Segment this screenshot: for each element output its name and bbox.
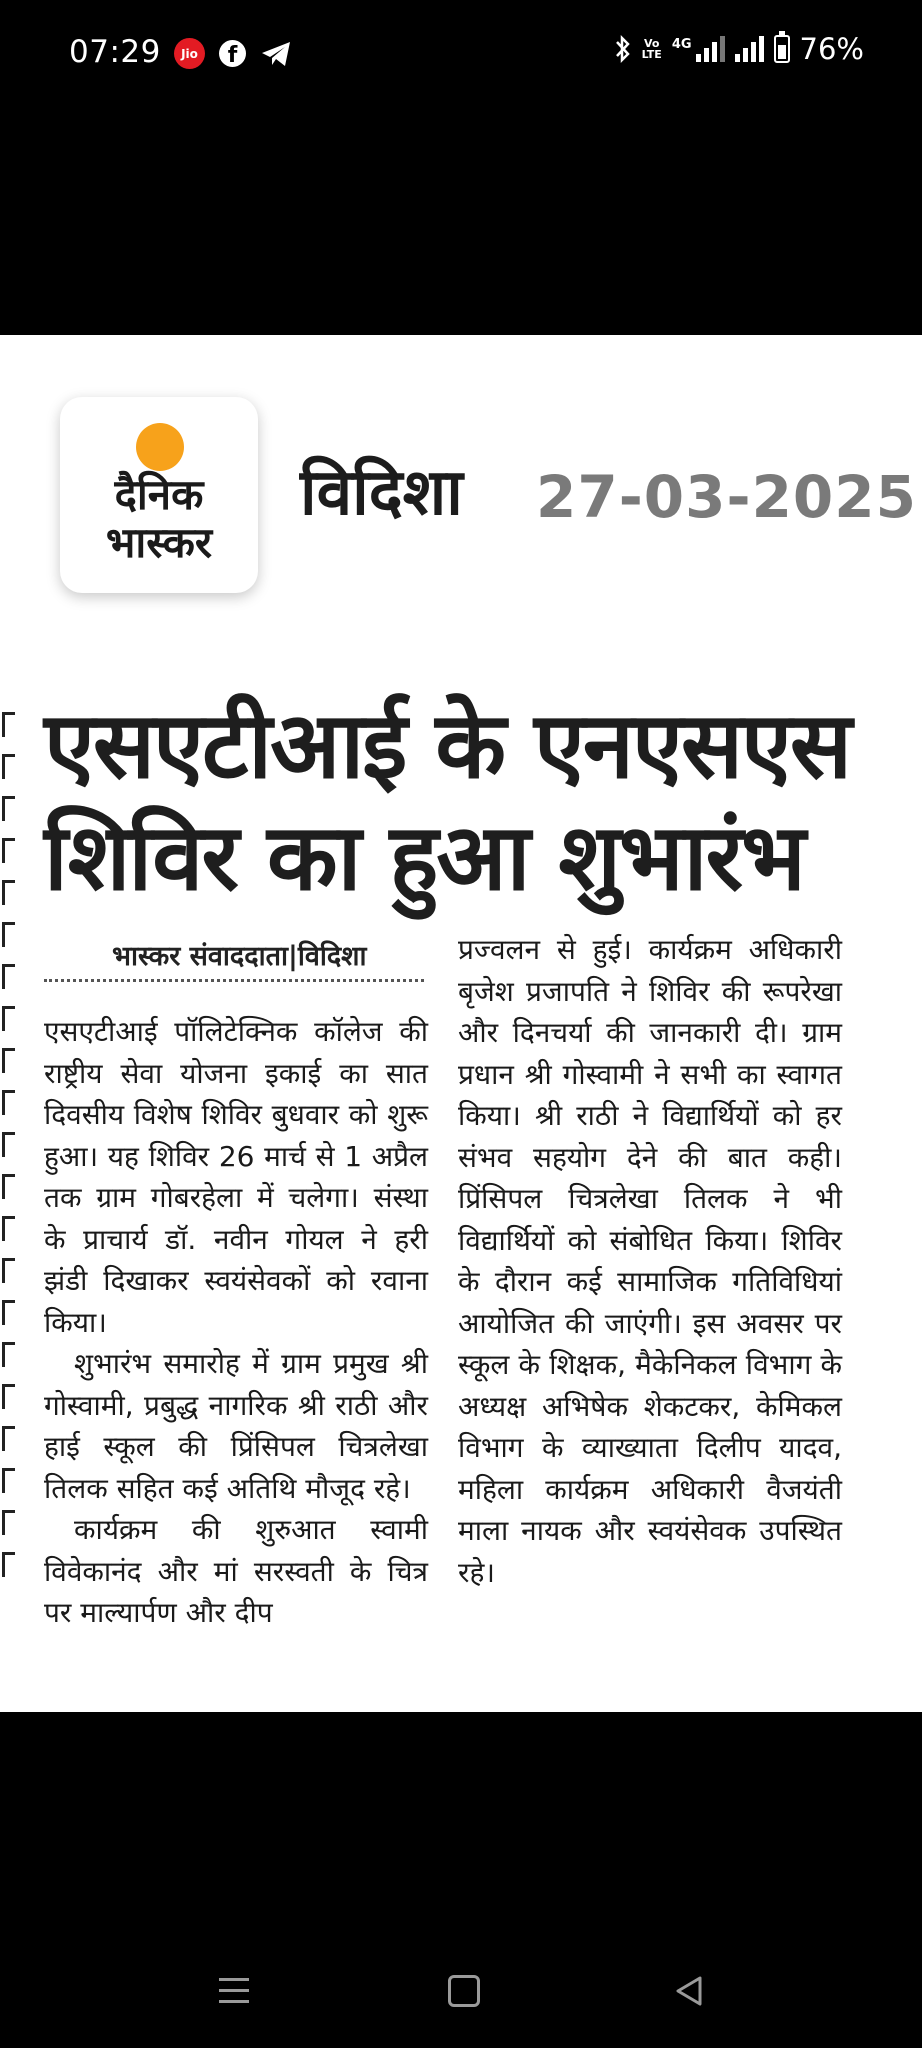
article-column-1	[44, 1011, 428, 1634]
date-label: 27-03-2025	[536, 463, 917, 531]
byline: भास्कर संवाददाता|विदिशा	[112, 941, 367, 972]
battery-icon	[774, 35, 790, 63]
notification-icons	[174, 38, 292, 69]
bluetooth-icon	[614, 34, 632, 64]
telegram-icon	[260, 39, 292, 69]
headline	[44, 690, 894, 914]
menu-icon[interactable]	[219, 1978, 249, 2011]
system-icons	[614, 32, 864, 66]
facebook-icon: f	[219, 40, 246, 67]
status-bar	[0, 0, 922, 110]
sun-icon	[136, 423, 184, 471]
adjacent-column-fragment	[0, 695, 16, 1595]
paragraph-4: प्रज्वलन से हुई। कार्यक्रम अधिकारी बृजेश प्रजापति ने शिविर की रूपरेखा और दिनचर्या की जानकारी दी। ग्राम प्रधान श्री गोस्वामी ने सभी का स्वागत किया। श्री राठी ने विद्यार्थियों को हर संभव सहयोग देने की बात कही। प्रिंसिपल चित्रलेखा तिलक ने भी विद्यार्थियों को संबोधित किया। शिविर के दौरान कई सामाजिक गतिविधियां आयोजित की जाएंगी। इस अवसर पर स्कूल के शिक्षक, मैकेनिकल विभाग के अध्यक्ष अभिषेक शेकटकर, केमिकल विभाग के व्याख्याता दिलीप यादव, महिला कार्यक्रम अधिकारी वैजयंती माला नायक और स्वयंसेवक उपस्थित रहे।	[458, 933, 842, 1589]
volte-icon: Vo LTE	[641, 37, 662, 61]
home-icon[interactable]	[448, 1975, 480, 2007]
paragraph-1: एसएटीआई पॉलिटेक्निक कॉलेज की राष्ट्रीय सेवा योजना इकाई का सात दिवसीय विशेष शिविर बुधवार को शुरू हुआ। यह शिविर 26 मार्च से 1 अप्रैल तक ग्राम गोबरहेला में चलेगा। संस्था के प्राचार्य डॉ. नवीन गोयल ने हरी झंडी दिखाकर स्वयंसेवकों को रवाना किया।	[44, 1015, 428, 1339]
byline-divider	[44, 979, 424, 982]
logo-text-line1: दैनिक	[114, 470, 204, 519]
battery-percent: 76%	[799, 32, 864, 66]
back-icon[interactable]	[672, 1974, 706, 2008]
status-time: 07:29	[69, 34, 161, 70]
headline-line2: शिविर का हुआ शुभारंभ	[44, 804, 804, 911]
paragraph-2: शुभारंभ समारोह में ग्राम प्रमुख श्री गोस्वामी, प्रबुद्ध नागरिक श्री राठी और हाई स्कूल की प्रिंसिपल चित्रलेखा तिलक सहित कई अतिथि मौजूद रहे।	[44, 1347, 428, 1505]
news-clipping-image[interactable]	[0, 335, 922, 1712]
signal-icon: 4G	[672, 36, 725, 62]
logo-text-line2: भास्कर	[105, 518, 213, 567]
article-column-2	[458, 929, 842, 1593]
jio-icon: Jio	[174, 38, 205, 69]
signal-icon-2	[735, 36, 764, 62]
navigation-bar	[0, 1930, 922, 2048]
dainik-bhaskar-logo	[60, 397, 258, 593]
headline-line1: एसएटीआई के एनएसएस	[44, 692, 851, 799]
city-label: विदिशा	[300, 456, 463, 530]
paragraph-3: कार्यक्रम की शुरुआत स्वामी विवेकानंद और मां सरस्वती के चित्र पर माल्यार्पण और दीप	[44, 1513, 428, 1629]
